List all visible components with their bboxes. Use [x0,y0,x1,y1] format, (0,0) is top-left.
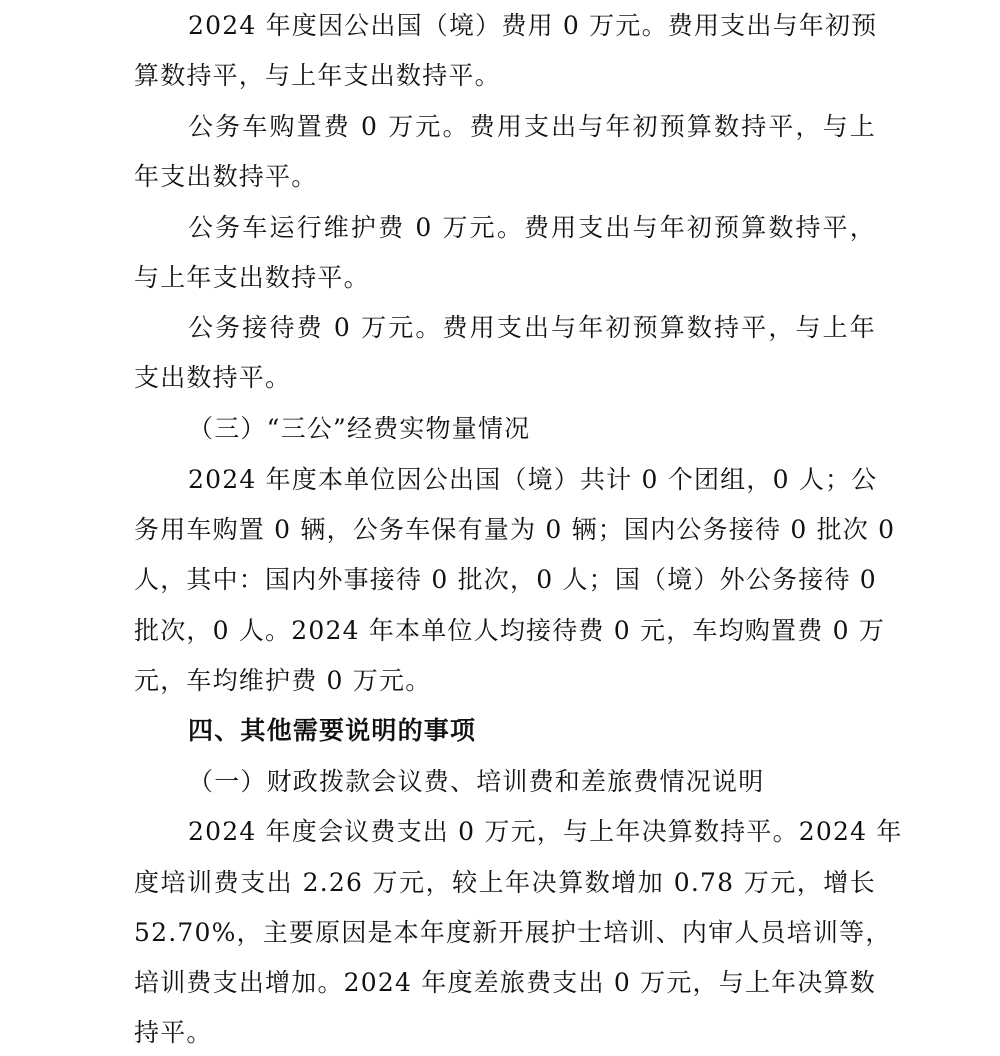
paragraph-line: 52.70%，主要原因是本年度新开展护士培训、内审人员培训等， [134,918,892,947]
paragraph-line: 2024 年度会议费支出 0 万元，与上年决算数持平。2024 年 [188,817,903,846]
section-subheading: （三）“三公”经费实物量情况 [188,414,531,443]
section-subheading: （一）财政拨款会议费、培训费和差旅费情况说明 [188,767,765,796]
paragraph-line: 算数持平，与上年支出数持平。 [134,61,501,90]
paragraph-line: 公务车运行维护费 0 万元。费用支出与年初预算数持平， [188,213,876,242]
paragraph-line: 年支出数持平。 [134,162,318,191]
document-page [134,0,903,1056]
paragraph-line: 2024 年度因公出国（境）费用 0 万元。费用支出与年初预 [188,11,878,40]
paragraph-line: 支出数持平。 [134,363,292,392]
paragraph-line: 人，其中：国内外事接待 0 批次，0 人；国（境）外公务接待 0 [134,565,877,594]
paragraph-line: 元，车均维护费 0 万元。 [134,666,432,695]
paragraph-line: 批次，0 人。2024 年本单位人均接待费 0 元，车均购置费 0 万 [134,616,886,645]
paragraph-line: 2024 年度本单位因公出国（境）共计 0 个团组，0 人；公 [188,465,878,494]
paragraph-line: 与上年支出数持平。 [134,263,370,292]
section-heading: 四、其他需要说明的事项 [188,716,477,745]
paragraph-line: 公务接待费 0 万元。费用支出与年初预算数持平，与上年 [188,313,876,342]
paragraph-line: 务用车购置 0 辆，公务车保有量为 0 辆；国内公务接待 0 批次 0 [134,515,896,544]
paragraph-line: 公务车购置费 0 万元。费用支出与年初预算数持平，与上 [188,112,876,141]
paragraph-line: 度培训费支出 2.26 万元，较上年决算数增加 0.78 万元，增长 [134,868,876,897]
paragraph-line: 培训费支出增加。2024 年度差旅费支出 0 万元，与上年决算数 [134,968,876,997]
paragraph-line: 持平。 [134,1018,213,1047]
